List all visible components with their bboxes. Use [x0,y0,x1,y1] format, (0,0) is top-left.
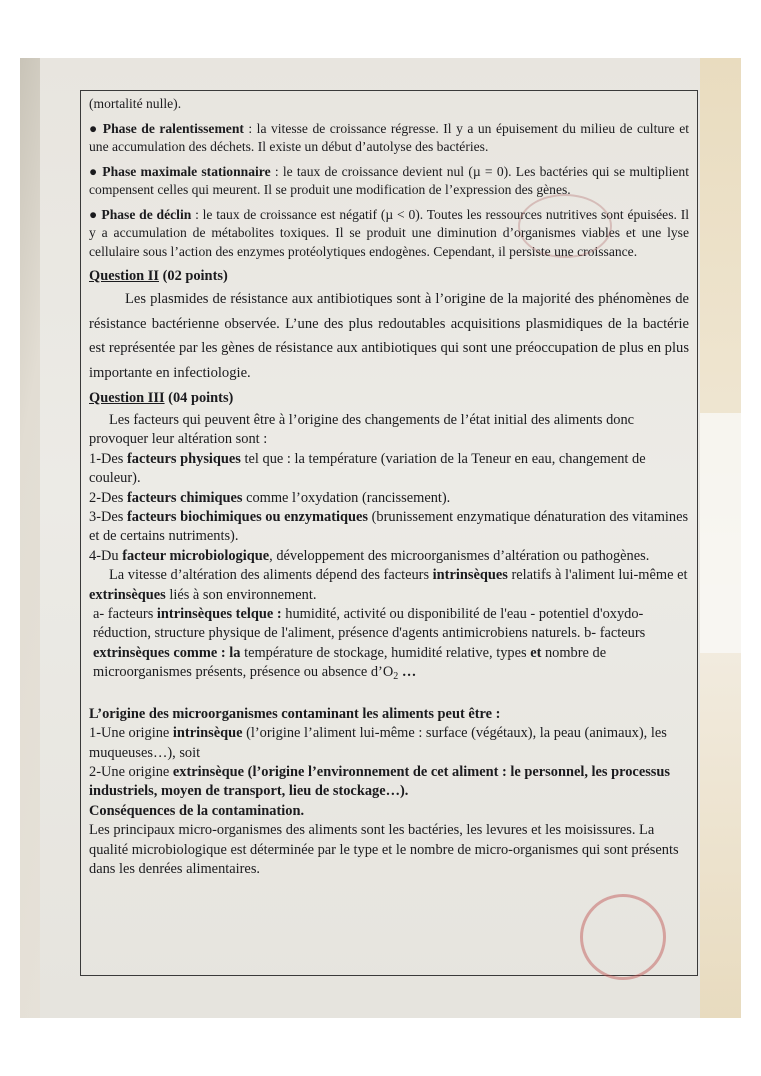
speed-text: relatifs à l'aliment lui-même et [507,567,688,584]
detail-text: humidité, activité ou disponibilité de l'eau - potentiel d'oxydo-réduction, structure physique de l'aliment, présence d'agents antimicrobiens naturels. b- facteurs [93,606,646,642]
paper-sheet [40,58,700,1018]
keyword-intrinsic: intrinsèques [432,567,508,584]
factor-physical [89,450,689,489]
speed-text: La vitesse d’altération des aliments dépend des facteurs [109,567,433,584]
consequences-text: Les principaux micro-organismes des aliments sont les bactéries, les levures et les moisissures. La qualité microbiologique est déterminée par le type et le nombre de micro-organismes qui sont présents dans les denrées alimentaires. [89,822,679,877]
detail-keyword: extrinsèques comme : la [93,644,241,661]
factor-text: comme l’oxydation (rancissement). [242,489,451,506]
factor-prefix: 4-Du [89,547,123,564]
factor-text: tel que : la température (variation de la Teneur en eau, changement de couleur). [89,450,646,487]
origin-keyword: extrinsèque [172,763,245,780]
question-label: Question III [89,390,165,406]
phase-text: : la vitesse de croissance régresse. Il y a un épuisement du milieu de culture et une accumulation des déchets. Il existe un début d’autolyse des bactéries. [89,120,690,154]
factor-details [89,605,689,687]
factor-prefix: 2-Des [89,489,127,506]
question-2-text: Les plasmides de résistance aux antibiotiques sont à l’origine de la majorité des phénomènes de résistance bactérienne observée. L’une des plus redoutables acquisitions plasmidiques de la bactérie est représentée par les gènes de résistance aux antibiotiques qui sont une préoccupation de plus en plus importante en infectiologie. [89,291,689,381]
factor-text: , développement des microorganismes d’altération ou pathogènes. [269,547,650,564]
speed-text: liés à son environnement. [165,586,317,603]
factor-biochemical [89,508,689,547]
question-label: Question II [89,268,159,284]
detail-keyword: intrinsèques telque : [156,606,282,623]
origin-text: (l’origine l’environnement de cet aliment : le personnel, les processus industriels, moyen de transport, lieu de stockage…). [89,763,671,800]
factor-name: facteur microbiologique [122,547,270,564]
alteration-speed [89,566,689,605]
detail-text: nombre de microorganismes présents, présence ou absence d’O [93,644,607,681]
question-3-intro: Les facteurs qui peuvent être à l’origine des changements de l’état initial des aliments donc provoquer leur altération sont : [89,412,635,448]
factor-name: facteurs biochimiques ou enzymatiques [126,509,369,526]
origin-keyword: intrinsèque [172,725,243,742]
stamp-mark [580,894,666,980]
photo-background [20,58,741,1018]
factor-name: facteurs physiques [126,450,241,467]
detail-keyword: et [530,644,542,661]
origin-prefix: 2-Une origine [89,763,173,780]
text-line-mortalite: (mortalité nulle). [89,96,182,111]
factor-chemical [89,489,689,508]
phase-title: Phase de déclin [101,206,192,222]
factor-prefix: 3-Des [89,509,127,526]
factor-prefix: 1-Des [89,450,127,467]
bullet-icon: ● [89,163,103,179]
phase-stationnaire [89,163,689,200]
origin-text: (l’origine l’aliment lui-même : surface (végétaux), la peau (animaux), les muqueuses…), soit [89,725,667,761]
factor-microbiological [89,547,689,566]
subscript: 2 [393,671,399,683]
origin-intrinsic [89,724,689,763]
question-2-heading [89,265,689,287]
phase-title: Phase maximale stationnaire [102,163,271,179]
question-points: (02 points) [158,268,228,284]
consequences-title: Conséquences de la contamination. [89,802,305,819]
origin-extrinsic [89,763,689,802]
keyword-extrinsic: extrinsèques [89,586,166,603]
origin-prefix: 1-Une origine [89,725,173,742]
detail-text: a- facteurs [93,606,157,623]
origin-title: L’origine des microorganismes contaminant les aliments peut être : [89,705,501,722]
factor-text: (brunissement enzymatique dénaturation des vitamines et de certains nutriments). [89,509,689,545]
question-points: (04 points) [164,390,234,406]
factor-name: facteurs chimiques [126,489,243,506]
stamp-mark-faint [518,194,612,258]
phase-text: : le taux de croissance est négatif (µ < 0). Toutes les ressources nutritives sont épuisées. Il y a accumulation de métabolites toxiques. Il se produit une diminution d’organismes viables et une lyse cellulaire sous l’action des enzymes protéolytiques endogènes. Cependant, il persiste une croissance. [89,206,689,259]
phase-title: Phase de ralentissement [102,120,244,136]
detail-ellipsis: … [398,664,417,681]
question-3-heading [89,387,689,409]
bullet-icon: ● [89,206,102,222]
bullet-icon: ● [89,120,103,136]
phase-text: : le taux de croissance devient nul (µ = 0). Les bactéries qui se multiplient compensent celles qui meurent. Il se produit une modification de l’expression des gènes. [89,163,690,197]
detail-text: température de stockage, humidité relative, types [240,644,531,661]
phase-ralentissement [89,120,689,157]
